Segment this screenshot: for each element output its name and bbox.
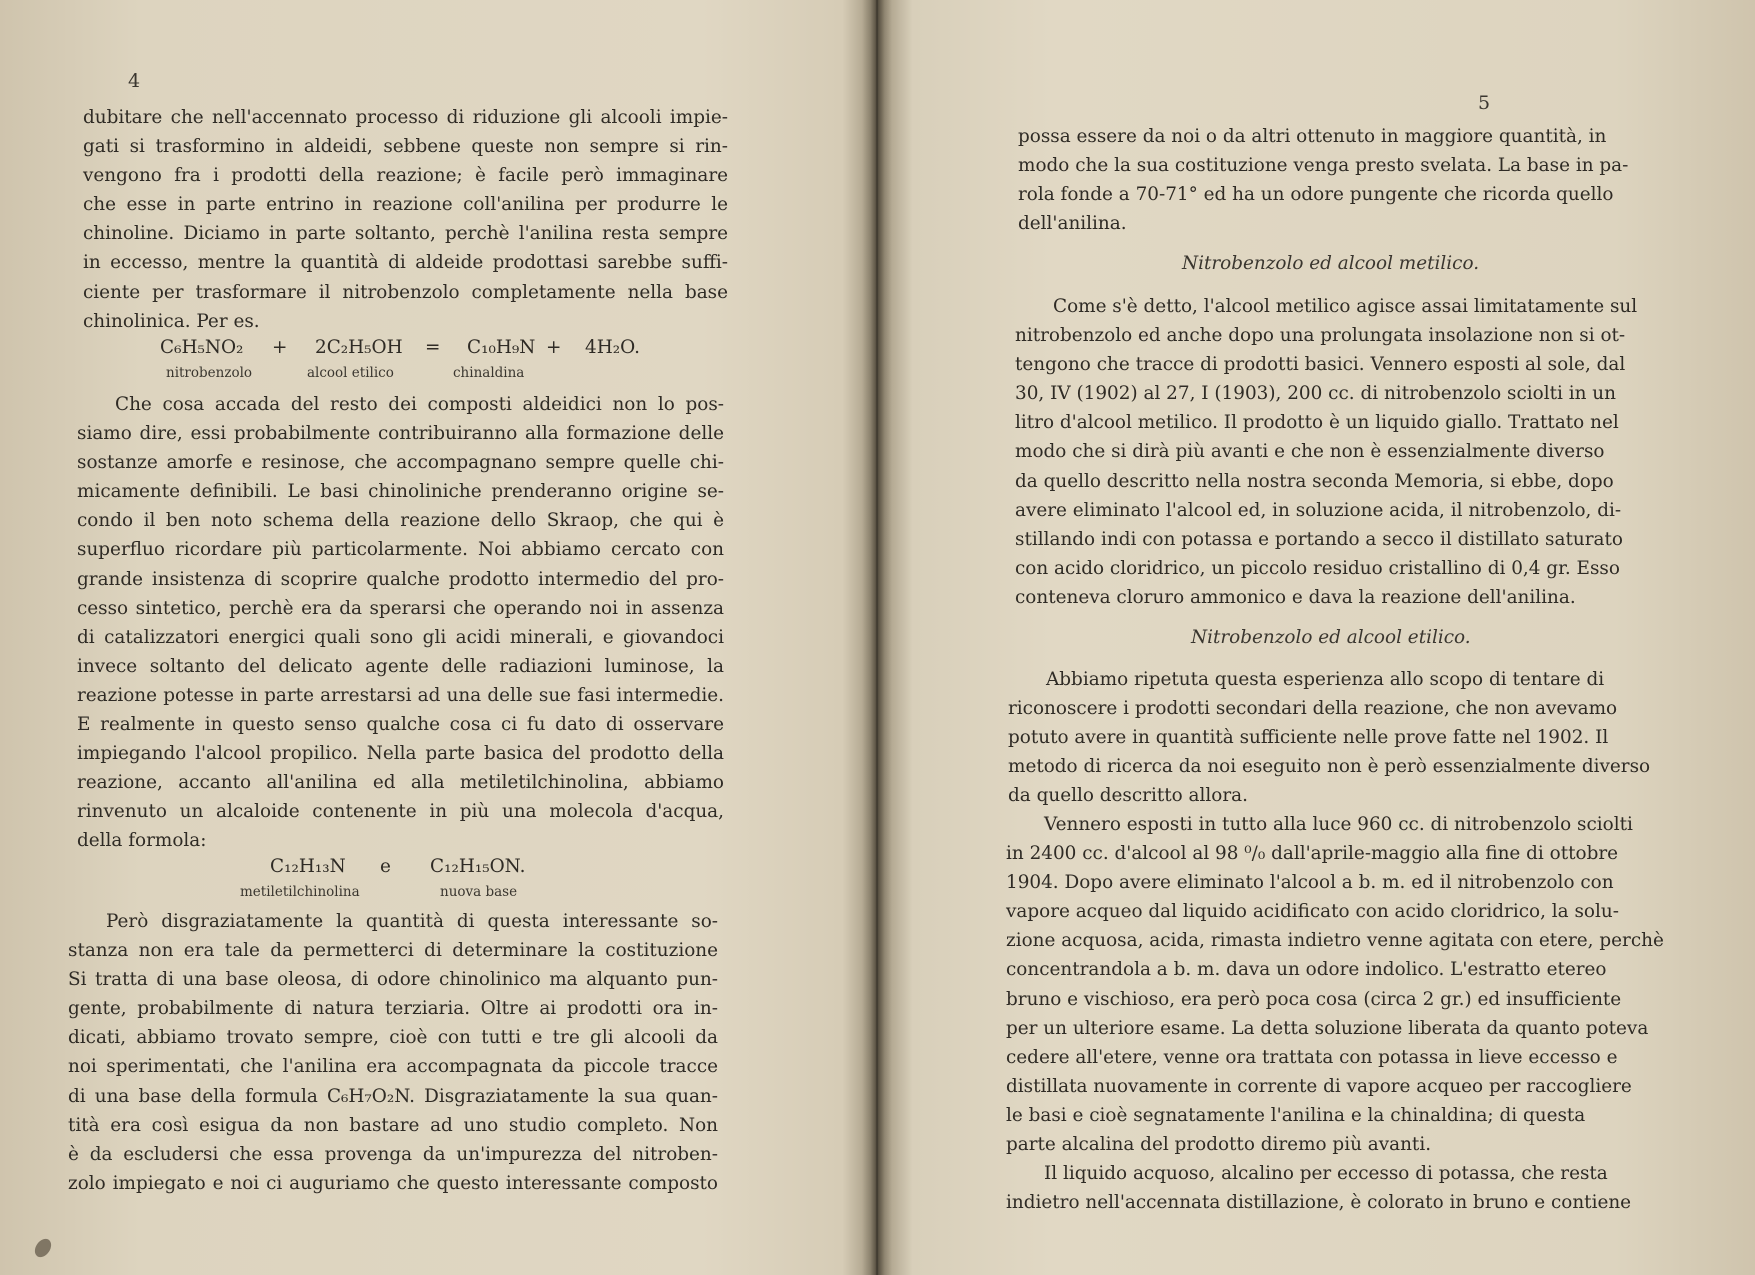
formula-caption: alcool etilico	[307, 365, 394, 381]
right-paragraph-5	[1006, 1159, 1632, 1217]
text-line: Come s'è detto, l'alcool metilico agisce assai limitatamente sul	[1053, 296, 1638, 317]
text-line: litro d'alcool metilico. Il prodotto è un liquido giallo. Trattato nel	[1015, 412, 1619, 434]
text-line: E realmente in questo senso qualche cosa ci fu dato di osservare	[77, 714, 724, 736]
text-line: avere eliminato l'alcool ed, in soluzione acida, il nitrobenzolo, di-	[1015, 499, 1622, 521]
text-line: tengono che tracce di prodotti basici. Vennero esposti al sole, dal	[1015, 354, 1626, 376]
text-line: è da escludersi che essa provenga da un'impurezza del nitroben-	[68, 1143, 718, 1165]
text-line: cedere all'etere, venne ora trattata con potassa in lieve eccesso e	[1006, 1046, 1618, 1068]
text-line: superfluo ricordare più particolarmente. Noi abbiamo cercato con	[77, 539, 724, 561]
text-line: grande insistenza di scoprire qualche prodotto intermedio del pro-	[77, 568, 724, 590]
formula-caption: nitrobenzolo	[166, 365, 253, 381]
text-line: della formola:	[77, 830, 207, 852]
formula-new-base	[240, 856, 570, 906]
text-line: chinolinica. Per es.	[83, 310, 260, 332]
right-page	[878, 0, 1755, 1275]
formula-term: 2C₂H₅OH	[315, 337, 403, 358]
text-line: Si tratta di una base oleosa, di odore chinolinico ma alquanto pun-	[68, 969, 718, 991]
left-paragraph-1	[83, 103, 728, 336]
formula-term: C₆H₅NO₂	[160, 337, 244, 358]
page-number-right: 5	[1478, 92, 1491, 114]
text-line: invece soltanto del delicato agente delle radiazioni luminose, la	[77, 655, 724, 677]
text-line: possa essere da noi o da altri ottenuto in maggiore quantità, in	[1018, 126, 1607, 147]
text-line: parte alcalina del prodotto diremo più avanti.	[1006, 1134, 1432, 1156]
text-line: reazione potesse in parte arrestarsi ad una delle sue fasi intermedie.	[77, 684, 724, 706]
formula-operator: +	[546, 337, 562, 358]
text-line: modo che si dirà più avanti e che non è essenzialmente diverso	[1015, 441, 1605, 463]
right-paragraph-4	[1006, 810, 1664, 1159]
text-line: 30, IV (1902) al 27, I (1903), 200 cc. di nitrobenzolo sciolti in un	[1015, 383, 1616, 405]
text-line: di catalizzatori energici quali sono gli acidi minerali, e giovandoci	[77, 626, 724, 648]
text-line: bruno e vischioso, era però poca cosa (circa 2 gr.) ed insufficiente	[1006, 988, 1622, 1010]
text-line: che esse in parte entrino in reazione coll'anilina per produrre le	[83, 194, 728, 216]
text-line: condo il ben noto schema della reazione dello Skraop, che qui è	[77, 510, 724, 532]
text-line: cesso sintetico, perchè era da sperarsi che operando noi in assenza	[77, 597, 724, 619]
right-paragraph-3	[1008, 665, 1651, 810]
text-line: vapore acqueo dal liquido acidificato con acido cloridrico, la solu-	[1006, 901, 1619, 923]
text-line: di una base della formula C₆H₇O₂N. Disgraziatamente la sua quan-	[68, 1085, 718, 1107]
formula-caption: metiletilchinolina	[240, 884, 360, 900]
formula-term: C₁₂H₁₅ON.	[430, 856, 526, 877]
text-line: reazione, accanto all'anilina ed alla metiletilchinolina, abbiamo	[77, 772, 724, 794]
text-line: dicati, abbiamo trovato sempre, cioè con tutti e tre gli alcooli da	[68, 1027, 718, 1049]
text-line: da quello descritto nella nostra seconda Memoria, si ebbe, dopo	[1015, 470, 1614, 492]
text-line: stanza non era tale da permetterci di determinare la costituzione	[68, 940, 718, 962]
text-line: rinvenuto un alcaloide contenente in più una molecola d'acqua,	[77, 801, 724, 823]
formula-caption: nuova base	[440, 884, 518, 900]
text-line: 1904. Dopo avere eliminato l'alcool a b. m. ed il nitrobenzolo con	[1006, 872, 1614, 894]
text-line: Che cosa accada del resto dei composti aldeidici non lo pos-	[115, 394, 724, 415]
text-line: in eccesso, mentre la quantità di aldeide prodottasi sarebbe suffi-	[83, 252, 728, 274]
text-line: con acido cloridrico, un piccolo residuo cristallino di 0,4 gr. Esso	[1015, 557, 1620, 579]
text-line: metodo di ricerca da noi eseguito non è però essenzialmente diverso	[1008, 756, 1651, 778]
text-line: gente, probabilmente di natura terziaria. Oltre ai prodotti ora in-	[68, 998, 718, 1020]
page-number-left: 4	[128, 70, 141, 92]
formula-operator: +	[272, 337, 288, 358]
text-line: impiegando l'alcool propilico. Nella parte basica del prodotto della	[77, 743, 724, 765]
text-line: chinoline. Diciamo in parte soltanto, perchè l'anilina resta sempre	[83, 223, 728, 245]
text-line: indietro nell'accennata distillazione, è colorato in bruno e contiene	[1006, 1192, 1632, 1214]
left-paragraph-3	[68, 907, 718, 1198]
text-line: zione acquosa, acida, rimasta indietro venne agitata con etere, perchè	[1006, 930, 1664, 952]
text-line: distillata nuovamente in corrente di vapore acqueo per raccogliere	[1006, 1075, 1632, 1097]
text-line: modo che la sua costituzione venga presto svelata. La base in pa-	[1018, 155, 1629, 177]
text-line: nitrobenzolo ed anche dopo una prolungata insolazione non si ot-	[1015, 325, 1626, 347]
text-line: Abbiamo ripetuta questa esperienza allo scopo di tentare di	[1046, 669, 1605, 690]
text-line: in 2400 cc. d'alcool al 98 ⁰/₀ dall'aprile-maggio alla fine di ottobre	[1006, 843, 1619, 865]
text-line: vengono fra i prodotti della reazione; è facile però immaginare	[83, 165, 728, 187]
book-spine	[862, 0, 892, 1275]
text-line: dubitare che nell'accennato processo di riduzione gli alcooli impie-	[83, 107, 728, 128]
text-line: siamo dire, essi probabilmente contribuiranno alla formazione delle	[77, 423, 724, 445]
left-paragraph-2	[77, 390, 724, 856]
section-heading-metilico: Nitrobenzolo ed alcool metilico.	[1182, 253, 1480, 274]
text-line: tità era così esigua da non bastare ad uno studio completo. Non	[68, 1114, 718, 1136]
text-line: stillando indi con potassa e portando a secco il distillato saturato	[1015, 528, 1623, 550]
text-line: zolo impiegato e noi ci auguriamo che questo interessante composto	[68, 1172, 718, 1194]
formula-operator: =	[425, 337, 441, 358]
text-line: ciente per trasformare il nitrobenzolo completamente nella base	[83, 281, 728, 303]
text-line: rola fonde a 70-71° ed ha un odore pungente che ricorda quello	[1018, 184, 1614, 206]
formula-term: 4H₂O.	[585, 337, 640, 358]
text-line: conteneva cloruro ammonico e dava la reazione dell'anilina.	[1015, 586, 1576, 608]
text-line: Vennero esposti in tutto alla luce 960 cc. di nitrobenzolo sciolti	[1044, 814, 1633, 835]
formula-separator: e	[380, 856, 391, 877]
text-line: potuto avere in quantità sufficiente nelle prove fatte nel 1902. Il	[1008, 727, 1609, 749]
formula-term: C₁₂H₁₃N	[270, 856, 346, 877]
right-paragraph-1	[1018, 122, 1629, 238]
text-line: dell'anilina.	[1018, 213, 1127, 235]
text-line: micamente definibili. Le basi chinoliniche prenderanno origine se-	[77, 481, 724, 503]
text-line: concentrandola a b. m. dava un odore indolico. L'estratto etereo	[1006, 959, 1607, 981]
text-line: le basi e cioè segnatamente l'anilina e la chinaldina; di questa	[1006, 1104, 1586, 1126]
formula-term: C₁₀H₉N	[467, 337, 536, 358]
right-paragraph-2	[1015, 292, 1638, 612]
left-page	[0, 0, 870, 1275]
formula-nitrobenzolo-chinaldina	[160, 337, 660, 387]
text-line: per un ulteriore esame. La detta soluzione liberata da quanto poteva	[1006, 1017, 1649, 1039]
text-line: Però disgraziatamente la quantità di questa interessante so-	[106, 911, 718, 932]
text-line: riconoscere i prodotti secondari della reazione, che non avevamo	[1008, 698, 1618, 720]
text-line: noi sperimentati, che l'anilina era accompagnata da piccole tracce	[68, 1056, 718, 1078]
formula-caption: chinaldina	[453, 365, 525, 381]
text-line: gati si trasformino in aldeidi, sebbene queste non sempre si rin-	[83, 136, 728, 158]
text-line: sostanze amorfe e resinose, che accompagnano sempre quelle chi-	[77, 452, 724, 474]
text-line: Il liquido acquoso, alcalino per eccesso di potassa, che resta	[1044, 1163, 1608, 1184]
text-line: da quello descritto allora.	[1008, 785, 1248, 807]
section-heading-etilico: Nitrobenzolo ed alcool etilico.	[1191, 627, 1471, 648]
